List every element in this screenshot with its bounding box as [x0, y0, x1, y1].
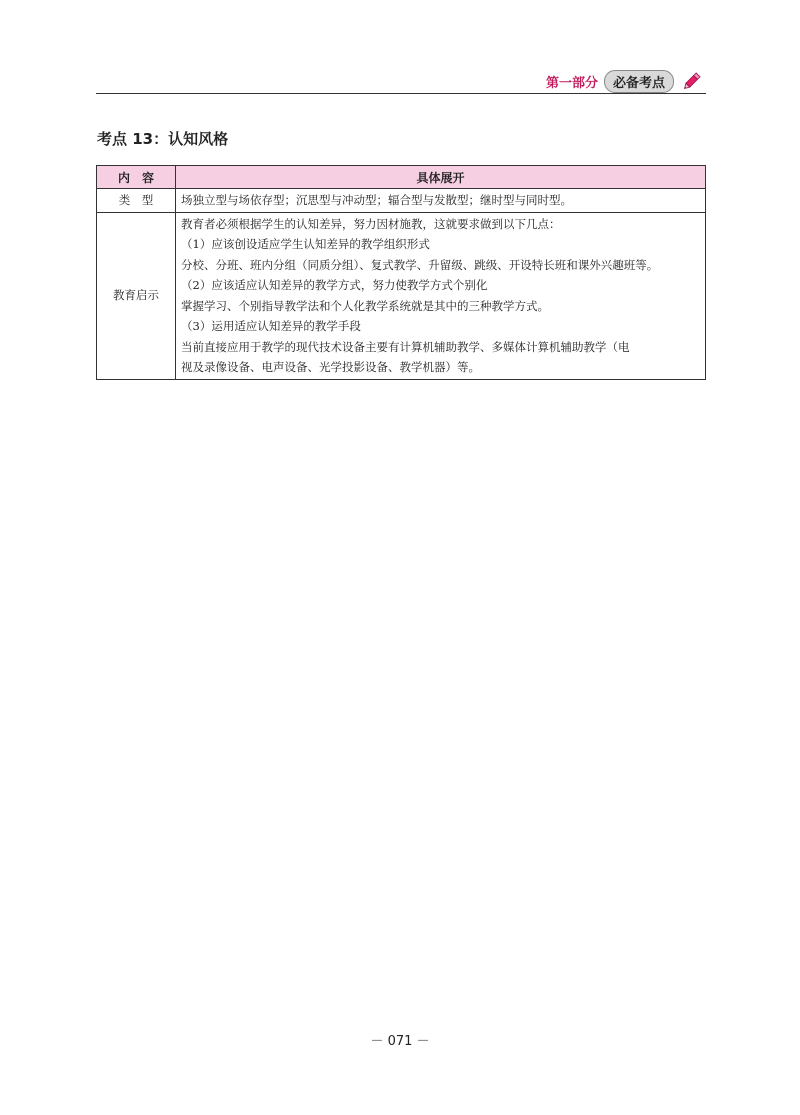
- section-pill: 必备考点: [604, 70, 674, 93]
- page-number: － 071 －: [370, 1034, 430, 1049]
- table-header-row: [97, 166, 706, 189]
- row-label: 类 型: [97, 189, 176, 213]
- header-right: [546, 70, 702, 93]
- header-rule: [96, 93, 706, 94]
- content-line: （2）应该适应认知差异的教学方式，努力使教学方式个别化: [181, 278, 488, 292]
- content-line: 当前直接应用于教学的现代技术设备主要有计算机辅助教学、多媒体计算机辅助教学（电: [181, 339, 630, 354]
- column-header-details: 具体展开: [176, 166, 706, 189]
- row-content: [176, 212, 706, 379]
- content-line: 视及录像设备、电声设备、光学投影设备、教学机器）等。: [181, 360, 480, 374]
- pencil-icon: [680, 71, 702, 93]
- row-label: 教育启示: [97, 212, 176, 379]
- column-header-content: 内 容: [97, 166, 176, 189]
- table-row-types: [97, 189, 706, 213]
- content-line: 掌握学习、个别指导教学法和个人化教学系统就是其中的三种教学方式。: [181, 298, 549, 313]
- content-line: （3）运用适应认知差异的教学手段: [181, 319, 361, 333]
- part-label: 第一部分: [545, 76, 598, 91]
- content-table: [96, 165, 706, 380]
- page-header: [96, 64, 706, 92]
- table-row-implications: [97, 212, 706, 379]
- row-content: [176, 189, 706, 213]
- content-line: （1）应该创设适应学生认知差异的教学组织形式: [181, 237, 430, 251]
- content-line: 场独立型与场依存型；沉思型与冲动型；辐合型与发散型；继时型与同时型。: [181, 193, 572, 207]
- content-line: 分校、分班、班内分组（同质分组）、复式教学、升留级、跳级、开设特长班和课外兴趣班等。: [181, 257, 659, 272]
- section-title: 考点 13：认知风格: [97, 130, 229, 148]
- content-line: 教育者必须根据学生的认知差异，努力因材施教，这就要求做到以下几点：: [181, 216, 561, 231]
